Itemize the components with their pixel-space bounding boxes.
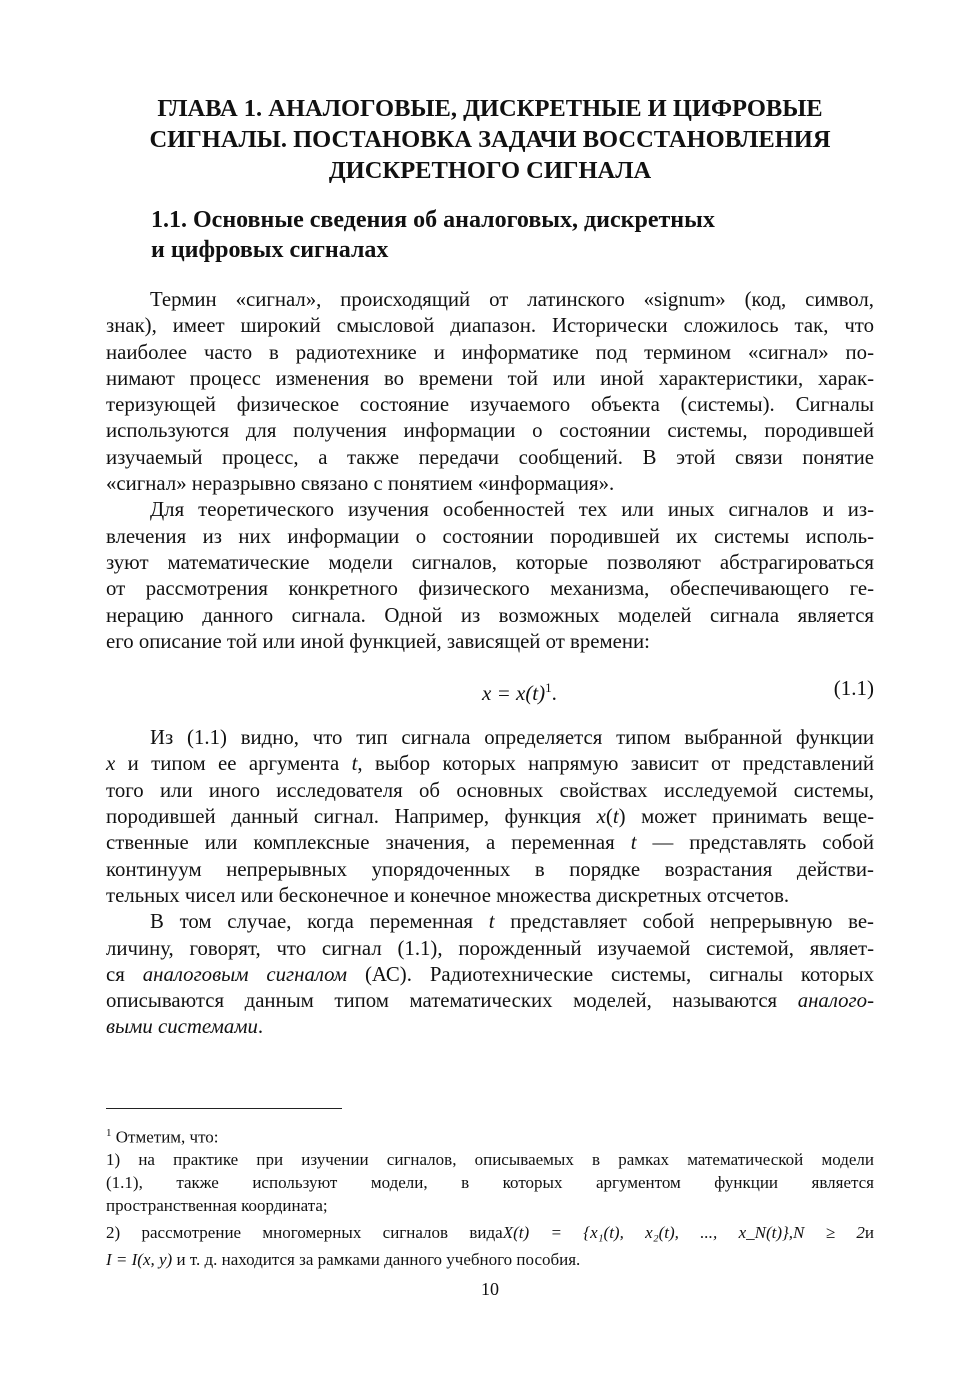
text-line [106,830,874,856]
paragraph-1 [106,287,874,497]
text-line: используются для получения информации о состоянии системы, породившей [106,419,874,443]
footnote-line: пространственная координата; [106,1196,328,1216]
body-text [106,287,874,1041]
chapter-title [100,93,880,186]
text-run: ) может принимать веще- [618,805,874,829]
text-run: В том случае, когда переменная [150,910,489,934]
text-line: Из (1.1) видно, что тип сигнала определяется типом выбранной функции [150,726,874,750]
text-line: тельных чисел или бесконечное и конечное множества дискретных отсчетов. [106,883,790,907]
text-line: «сигнал» неразрывно связано с понятием «информация». [106,472,615,496]
text-line: личину, говорят, что сигнал (1.1), порожденный изучаемой системой, являет- [106,936,874,960]
italic-term: выми системами [106,1015,258,1039]
equation-body: x = x(t) [482,681,546,706]
text-run: — представлять собой [636,831,874,855]
footnote-text: 2) рассмотрение многомерных сигналов вида [106,1222,503,1242]
text-line: того или иного исследователя об основных свойствах исследуемой системы, [106,778,874,802]
text-line [106,909,874,935]
italic-term: аналого- [797,989,874,1013]
equation-number: (1.1) [833,676,874,701]
footnote-line: (1.1), также используют модели, в которых аргументом функции является [106,1173,874,1193]
math-var: x [106,752,116,776]
text-line: от рассмотрения конкретного физического механизма, обеспечивающего ге- [106,577,874,601]
chapter-title-line: СИГНАЛЫ. ПОСТАНОВКА ЗАДАЧИ ВОССТАНОВЛЕНИЯ [149,126,831,153]
math-var: x [596,805,606,829]
text-run: ственные или комплексные значения, а переменная [106,831,631,855]
text-line: знак), имеет широкий смысловой диапазон. Исторически сложилось так, что [106,314,874,338]
text-run: породившей данный сигнал. Например, функция [106,805,597,829]
footnote-reference: 1 [545,680,552,696]
footnotes [106,1122,874,1271]
text-run: ся [106,962,143,986]
text-line: наиболее часто в радиотехнике и информатике под термином «сигнал» по- [106,340,874,364]
italic-term: аналоговым сигналом [142,962,348,986]
text-line: континуум непрерывных упорядоченных в порядке возрастания действи- [106,857,874,881]
footnote-formula: I = I(x, y) [106,1249,173,1269]
text-line: влечения из них информации о состоянии породившей их системы исполь- [106,524,874,548]
paragraph-4 [106,909,874,1040]
paragraph-2 [106,497,874,655]
equation-expression [482,675,557,706]
text-line [106,962,874,988]
text-line: нерацию данного сигнала. Одной из возможных моделей сигнала является [106,603,874,627]
text-run: описываются данным типом математических моделей, называются [106,989,798,1013]
footnote-line: 1) на практике при изучении сигналов, описываемых в рамках математической модели [106,1150,874,1170]
footnote-intro [106,1122,874,1149]
section-title-line: и цифровых сигналах [151,237,389,263]
footnote-line [106,1249,874,1272]
section-title [151,205,871,265]
text-line [106,988,874,1014]
footnote-text: и т. д. находится за рамками данного учебного пособия. [172,1249,581,1269]
page-number: 10 [481,1279,499,1299]
paragraph-3 [106,725,874,909]
text-line [106,751,874,777]
chapter-title-line: ДИСКРЕТНОГО СИГНАЛА [328,157,652,184]
footnote-condition: N ≥ 2 [793,1222,865,1242]
text-line [106,1014,874,1040]
chapter-title-line: ГЛАВА 1. АНАЛОГОВЫЕ, ДИСКРЕТНЫЕ И ЦИФРОВЫЕ [157,95,823,122]
text-run: , выбор которых напрямую зависит от представлений [357,752,874,776]
math-var: t [488,910,495,934]
text-line: его описание той или иной функцией, зависящей от времени: [106,629,650,653]
text-line: изучаемый процесс, а также передачи сообщений. В этой связи понятие [106,445,874,469]
text-line: нимают процесс изменения во времени той или иной характеристики, харак- [106,366,874,390]
text-line: Для теоретического изучения особенностей тех или иных сигналов и из- [150,498,874,522]
footnote-text: Отметим, что: [111,1127,219,1147]
text-line [106,804,874,830]
text-line: Термин «сигнал», происходящий от латинского «signum» (код, символ, [150,288,874,311]
text-run: (АС). Радиотехнические системы, сигналы которых [347,962,875,986]
equation-1-1 [106,655,874,725]
equation-period: . [551,681,557,706]
math-var: t [630,831,637,855]
text-line: теризующей физическое состояние изучаемого объекта (системы). Сигналы [106,393,874,417]
math-var: t [612,805,619,829]
math-var: t [351,752,358,776]
text-run: представляет собой непрерывную ве- [494,910,874,934]
text-run: ( [605,805,613,829]
footnote-separator [106,1108,342,1109]
text-run: . [257,1015,264,1039]
text-run: и типом ее аргумента [115,752,352,776]
footnote-formula: X(t) = {x₁(t), x₂(t), ..., x_N(t)}, [502,1222,794,1242]
footnote-line [106,1222,874,1245]
footnote-mark: 1 [106,1127,112,1139]
footnote-text: и [864,1222,874,1242]
text-line: зуют математические модели сигналов, которые позволяют абстрагироваться [106,550,874,574]
section-title-line: 1.1. Основные сведения об аналоговых, дискретных [151,207,715,233]
